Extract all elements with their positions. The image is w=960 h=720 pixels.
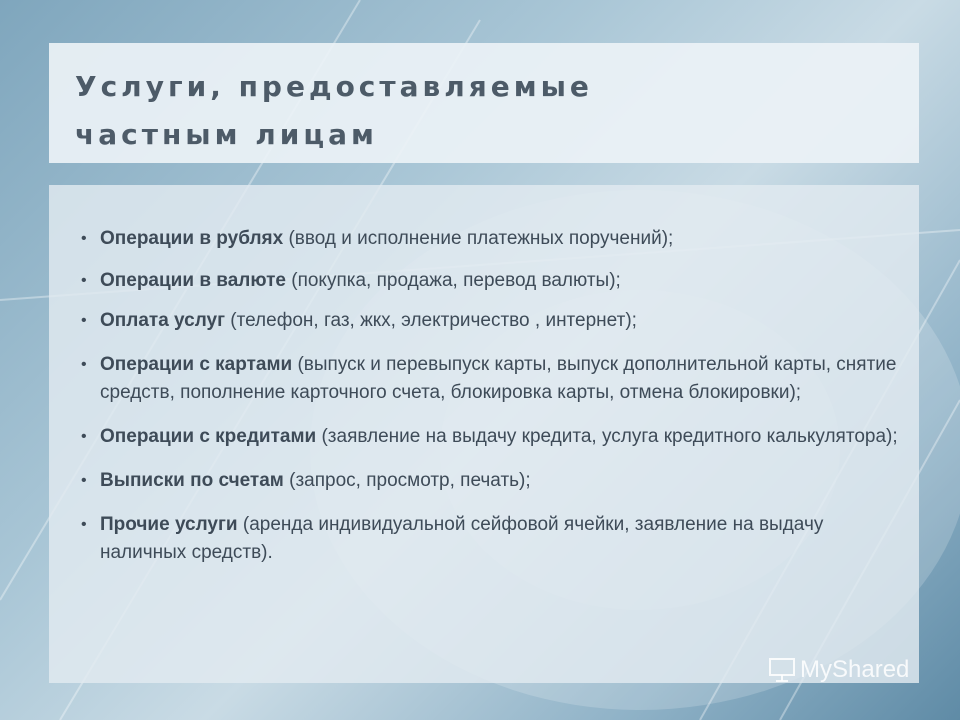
bullet-icon: • bbox=[81, 356, 87, 373]
list-item bbox=[79, 511, 899, 567]
item-text: (ввод и исполнение платежных поручений); bbox=[283, 228, 674, 249]
list-item bbox=[79, 307, 899, 335]
item-text: (выпуск и перевыпуск карты, выпуск дополнительной карты, снятие средств, пополнение карточного счета, блокировка карты, отмена блокировки); bbox=[100, 354, 897, 403]
list-item bbox=[79, 423, 899, 451]
item-text: (аренда индивидуальной сейфовой ячейки, заявление на выдачу наличных средств). bbox=[100, 514, 824, 563]
item-heading: Выписки по счетам bbox=[100, 470, 284, 491]
services-list bbox=[79, 225, 899, 567]
slide-title: Услуги, предоставляемые частным лицам bbox=[75, 70, 593, 151]
watermark-text: MyShared bbox=[800, 656, 910, 683]
item-text: (заявление на выдачу кредита, услуга кредитного калькулятора); bbox=[316, 426, 898, 447]
bullet-icon: • bbox=[81, 312, 87, 329]
list-item bbox=[79, 225, 899, 253]
list-item bbox=[79, 351, 899, 407]
watermark bbox=[768, 656, 909, 684]
bullet-icon: • bbox=[81, 516, 87, 533]
list-item bbox=[79, 467, 899, 495]
item-heading: Операции в рублях bbox=[100, 228, 284, 249]
presentation-icon bbox=[768, 657, 796, 683]
item-text: (запрос, просмотр, печать); bbox=[283, 470, 531, 491]
title-panel bbox=[49, 43, 919, 163]
bullet-icon: • bbox=[81, 272, 87, 289]
list-item bbox=[79, 267, 899, 295]
bullet-icon: • bbox=[81, 230, 87, 247]
item-text: (телефон, газ, жкх, электричество , интернет); bbox=[225, 310, 637, 331]
item-heading: Прочие услуги bbox=[100, 514, 238, 535]
item-heading: Операции с кредитами bbox=[100, 426, 317, 447]
bullet-icon: • bbox=[81, 472, 87, 489]
content-panel bbox=[49, 185, 919, 683]
item-heading: Операции в валюте bbox=[100, 270, 286, 291]
item-heading: Оплата услуг bbox=[100, 310, 226, 331]
item-text: (покупка, продажа, перевод валюты); bbox=[285, 270, 621, 291]
item-heading: Операции с картами bbox=[100, 354, 293, 375]
bullet-icon: • bbox=[81, 428, 87, 445]
